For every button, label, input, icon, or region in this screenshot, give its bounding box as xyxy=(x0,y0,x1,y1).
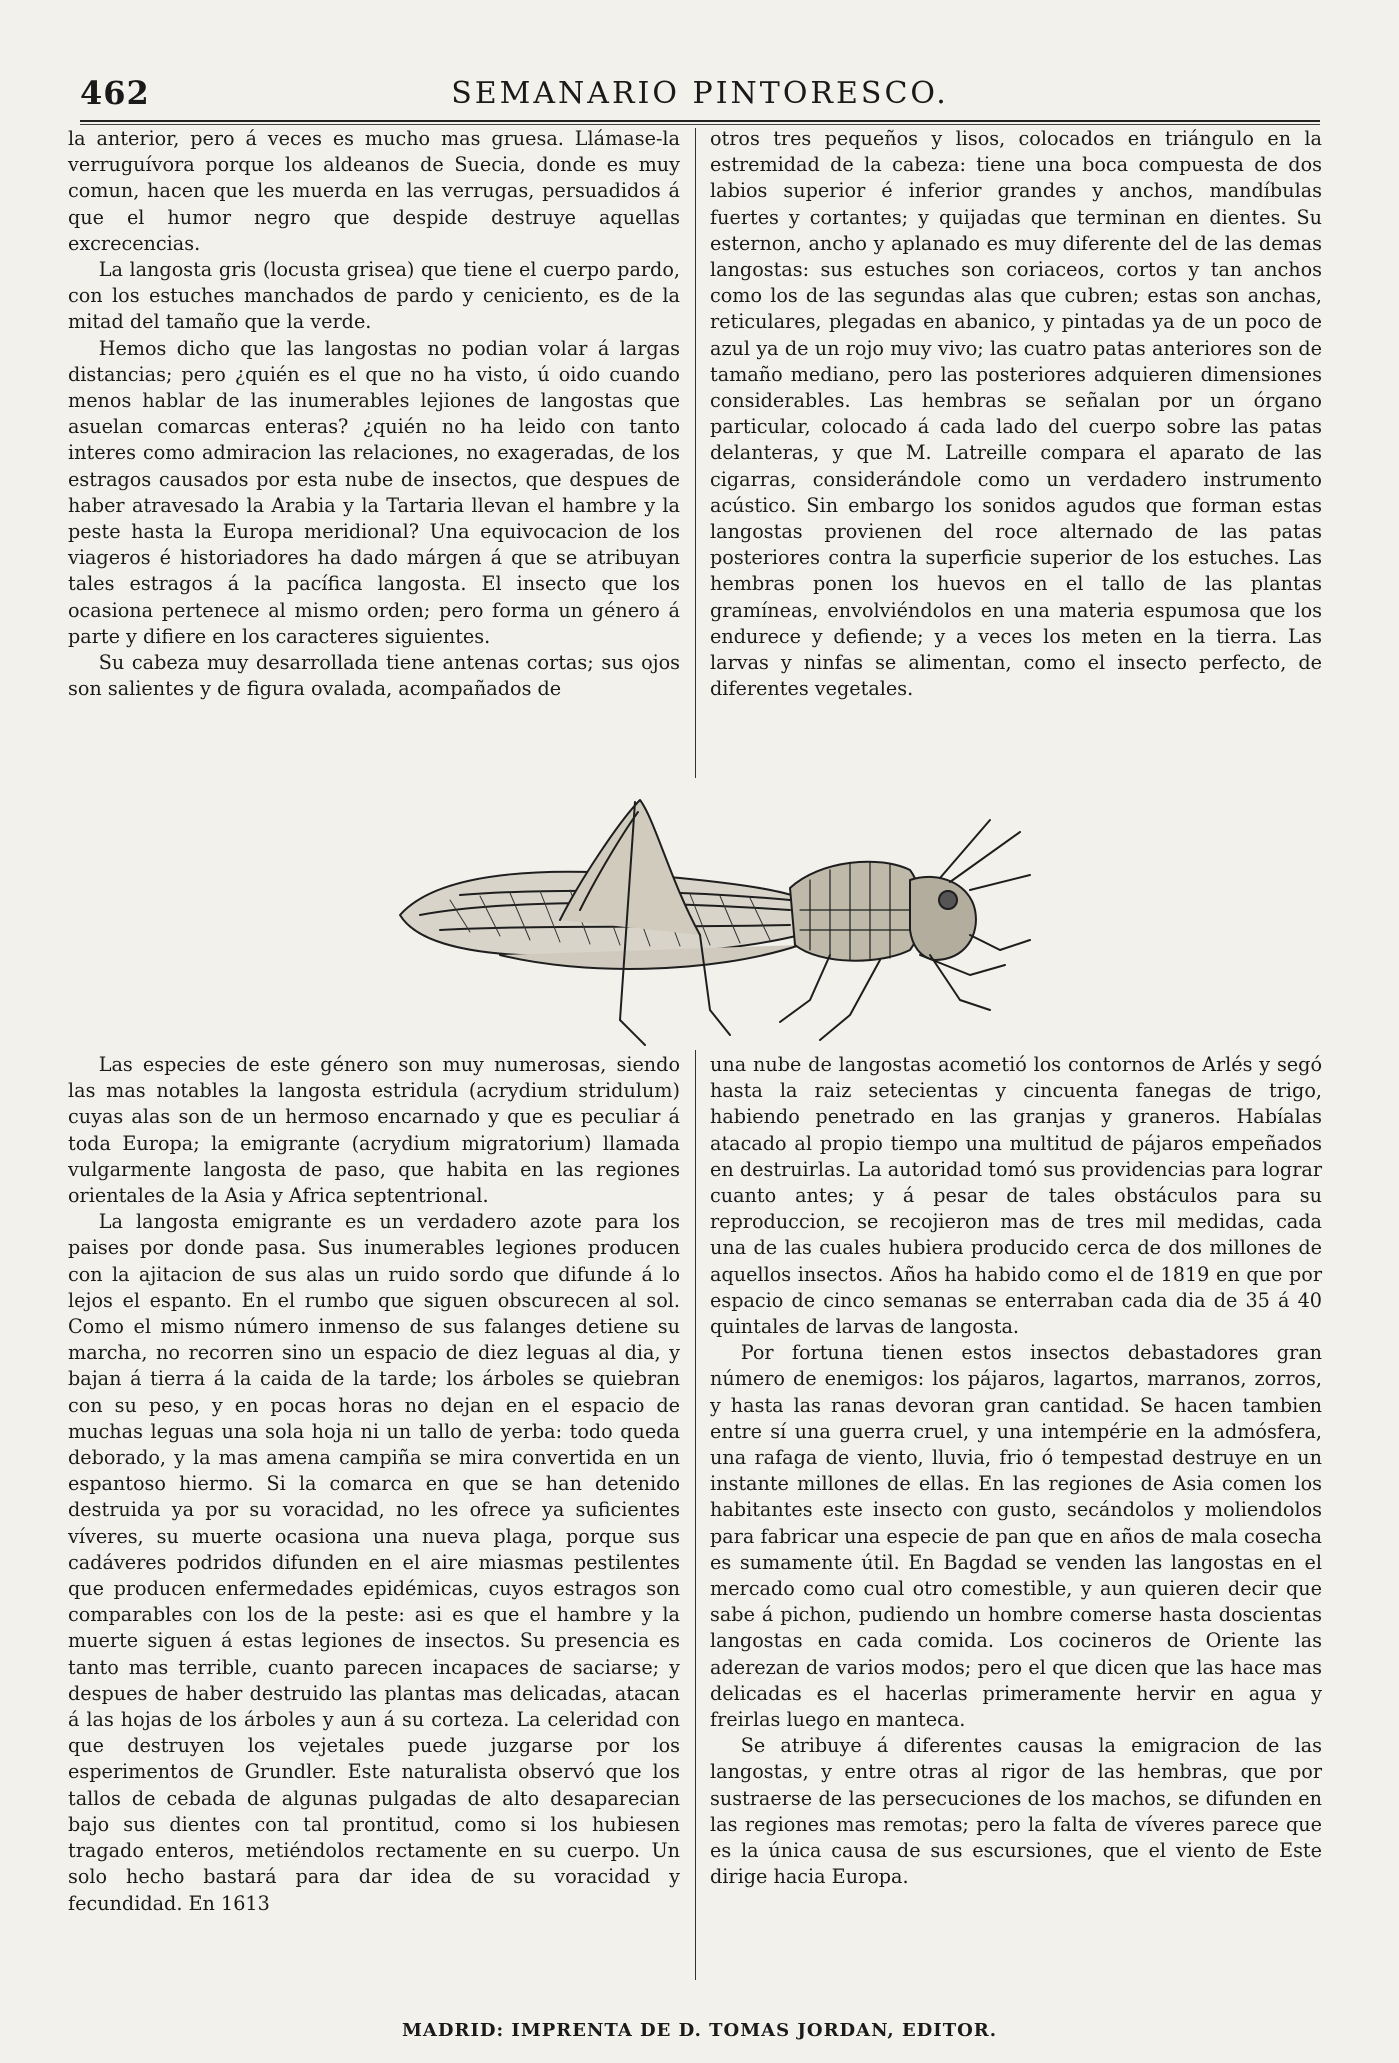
page-number: 462 xyxy=(80,74,150,112)
paragraph: una nube de langostas acometió los contornos de Arlés y segó hasta la raiz setecientas y cincuenta fanegas de trigo, habiendo penetrado en las granjas y graneros. Habíalas atacado al propio tiempo una multitud de pájaros empeñados en destruirlas. La autoridad tomó sus providencias para lograr cuanto antes; y á pesar de tales obstáculos para su reproduccion, se recojieron mas de tres mil medidas, cada una de las cuales hubiera producido cerca de dos millones de aquellos insectos. Años ha habido como el de 1819 en que por espacio de cinco semanas se enterraban cada dia de 35 á 40 quintales de larvas de langosta. xyxy=(710,1053,1322,1339)
paragraph: Las especies de este género son muy numerosas, siendo las mas notables la langosta estridula (acrydium stridulum) cuyas alas son de un hermoso encarnado y que es peculiar á toda Europa; la emigrante (acrydium migratorium) llamada vulgarmente langosta de paso, que habita en las regiones orientales de la Asia y Africa septentrional. xyxy=(68,1053,680,1208)
paragraph: la anterior, pero á veces es mucho mas gruesa. Llámase-la verruguívora porque los aldeanos de Suecia, donde es muy comun, hacen que les muerda en las verrugas, persuadidos á que el humor negro que despide destruye aquellas excrecencias. xyxy=(68,127,680,255)
header-rule xyxy=(80,120,1320,125)
paragraph: Su cabeza muy desarrollada tiene antenas cortas; sus ojos son salientes y de figura ovalada, acompañados de xyxy=(68,651,680,701)
imprint-footer: MADRID: IMPRENTA DE D. TOMAS JORDAN, EDITOR. xyxy=(402,2020,997,2041)
column-divider-top xyxy=(695,128,696,778)
paragraph: Por fortuna tienen estos insectos debastadores gran número de enemigos: los pájaros, lagartos, marranos, zorros, y hasta las ranas devoran gran cantidad. Se hacen tambien entre sí una guerra cruel, y una intempérie en la admósfera, una rafaga de viento, lluvia, frio ó tempestad destruye en un instante millones de ellas. En las regiones de Asia comen los habitantes este insecto con gusto, secándolos y moliendolos para fabricar una especie de pan que en años de mala cosecha es sumamente útil. En Bagdad se venden las langostas en el mercado como cual otro comestible, y aun quieren decir que sabe á pichon, pudiendo un hombre comerse hasta doscientas langostas en cada comida. Los cocineros de Oriente las aderezan de varios modos; pero el que dicen que las hace mas delicadas es el hacerlas primeramente hervir en agua y freirlas luego en manteca. xyxy=(710,1341,1322,1732)
journal-title: SEMANARIO PINTORESCO. xyxy=(451,76,949,111)
column-bottom-right xyxy=(710,1052,1322,1891)
paragraph: Se atribuye á diferentes causas la emigracion de las langostas, y entre otras al rigor de las hembras, que por sustraerse de las persecuciones de los machos, se difunden en las regiones mas remotas; pero la falta de víveres parece que es la única causa de sus escursiones, que el viento de Este dirige hacia Europa. xyxy=(710,1734,1322,1889)
column-divider-bottom xyxy=(695,1050,696,1980)
column-top-left xyxy=(68,126,680,702)
page-header xyxy=(80,72,1320,116)
grasshopper-illustration xyxy=(380,760,1060,1070)
paragraph: La langosta emigrante es un verdadero azote para los paises por donde pasa. Sus inumerables legiones producen con la ajitacion de sus alas un ruido sordo que difunde á lo lejos el espanto. En el rumbo que siguen obscurecen al sol. Como el mismo número inmenso de sus falanges detiene su marcha, no recorren sino un espacio de diez leguas al dia, y bajan á tierra á la caida de la tarde; los árboles se quiebran con su peso, y en pocas horas no dejan en el espacio de muchas leguas una sola hoja ni un tallo de yerba: todo queda deborado, y la mas amena campiña se mira convertida en un espantoso hiermo. Si la comarca en que se han detenido destruida ya por su voracidad, no les ofrece ya suficientes víveres, su muerte ocasiona una nueva plaga, porque sus cadáveres podridos difunden en el aire miasmas pestilentes que producen enfermedades epidémicas, cuyos estragos son comparables con los de la peste: asi es que el hambre y la muerte siguen á estas legiones de insectos. Su presencia es tanto mas terrible, cuanto parecen incapaces de saciarse; y despues de haber destruido las plantas mas delicadas, atacan á las hojas de los árboles y aun á su corteza. La celeridad con que destruyen los vejetales puede juzgarse por los esperimentos de Grundler. Este naturalista observó que los tallos de cebada de algunas pulgadas de alto desaparecian bajo sus dientes con tal prontitud, como si los hubiesen tragado enteros, metiéndolos rectamente en su cuerpo. Un solo hecho bastará para dar idea de su voracidad y fecundidad. En 1613 xyxy=(68,1210,680,1915)
column-bottom-left xyxy=(68,1052,680,1917)
column-top-right xyxy=(710,126,1322,702)
paragraph: La langosta gris (locusta grisea) que tiene el cuerpo pardo, con los estuches manchados de pardo y ceniciento, es de la mitad del tamaño que la verde. xyxy=(68,258,680,334)
paragraph: otros tres pequeños y lisos, colocados en triángulo en la estremidad de la cabeza: tiene una boca compuesta de dos labios superior é inferior grandes y anchos, mandíbulas fuertes y cortantes; y quijadas que terminan en dientes. Su esternon, ancho y aplanado es muy diferente del de las demas langostas: sus estuches son coriaceos, cortos y tan anchos como los de las segundas alas que cubren; estas son anchas, reticulares, plegadas en abanico, y pintadas ya de un poco de azul ya de un rojo muy vivo; las cuatro patas anteriores son de tamaño mediano, pero las posteriores adquieren dimensiones considerables. Las hembras se señalan por un órgano particular, colocado á cada lado del cuerpo sobre las patas delanteras, y que M. Latreille compara el aparato de las cigarras, considerándole como un verdadero instrumento acústico. Sin embargo los sonidos agudos que forman estas langostas provienen del roce alternado de las patas posteriores contra la superficie superior de los estuches. Las hembras ponen los huevos en el tallo de las plantas gramíneas, envolviéndolos en una materia espumosa que los endurece y defiende; y a veces los meten en la tierra. Las larvas y ninfas se alimentan, como el insecto perfecto, de diferentes vegetales. xyxy=(710,127,1322,701)
paragraph: Hemos dicho que las langostas no podian volar á largas distancias; pero ¿quién es el que no ha visto, ú oido cuando menos hablar de las inumerables lejiones de langostas que asuelan comarcas enteras? ¿quién no ha leido con tanto interes como admiracion las relaciones, no exageradas, de los estragos causados por esta nube de insectos, que despues de haber atravesado la Arabia y la Tartaria llevan el hambre y la peste hasta la Europa meridional? Una equivocacion de los viageros é historiadores ha dado márgen á que se atribuyan tales estragos á la pacífica langosta. El insecto que los ocasiona pertenece al mismo orden; pero forma un género á parte y difiere en los caracteres siguientes. xyxy=(68,336,680,648)
